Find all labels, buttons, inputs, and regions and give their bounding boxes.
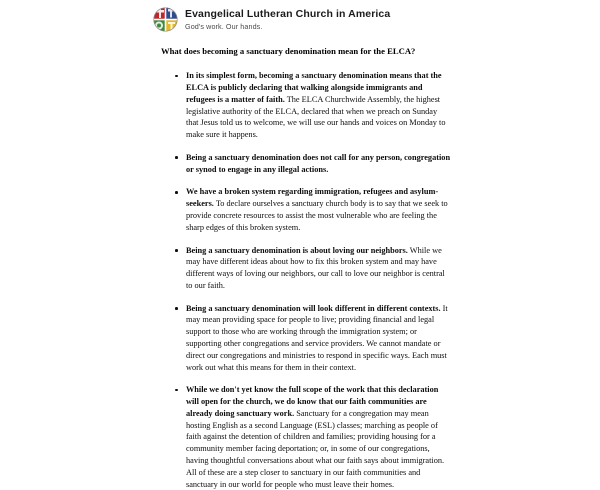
document-content: [161, 46, 451, 490]
list-item: [161, 152, 451, 176]
bullet-list: [161, 70, 451, 490]
organization-name: Evangelical Lutheran Church in America: [185, 8, 391, 21]
list-item: [161, 186, 451, 233]
page-title: What does becoming a sanctuary denomination mean for the ELCA?: [161, 46, 416, 56]
list-item: [161, 70, 451, 141]
list-item: [161, 303, 451, 374]
list-item-rest: To declare ourselves a sanctuary church body is to say that we seek to provide concrete resources to assist the most vulnerable who are feeling the sharp edges of this broken system.: [186, 199, 448, 232]
list-item-rest: While we may have different ideas about how to fix this broken system and may have different ways of loving our neighbors, our call to love our neighbor is central to our faith.: [186, 245, 445, 290]
bullet-disc-icon: [175, 75, 178, 78]
masthead: [153, 7, 390, 32]
bullet-disc-icon: [175, 307, 178, 310]
list-item: [161, 245, 451, 292]
list-item: [161, 384, 451, 490]
list-item-rest: The ELCA Churchwide Assembly, the highest legislative authority of the ELCA, declared that when we preach on Sunday that Jesus told us to welcome, we will use our hands and voices on Monday to make sure it happens.: [186, 94, 446, 140]
organization-tagline: God's work. Our hands.: [185, 21, 263, 31]
bullet-disc-icon: [175, 389, 178, 392]
bullet-disc-icon: [175, 191, 178, 194]
list-item-lead: We have a broken system regarding immigration, refugees and asylum-seekers.: [186, 187, 439, 209]
list-item-rest: It may mean providing space for people to live; providing financial and legal support to those who are working through the immigration system; or supporting other congregations and service providers. We cannot mandate or direct our congregations and ministries to respond in specific ways. Each must work out what this means for them in their context.: [186, 303, 448, 372]
list-item-lead: Being a sanctuary denomination is about loving our neighbors.: [186, 245, 408, 255]
bullet-disc-icon: [175, 156, 178, 159]
elca-cross-seal-icon: [153, 7, 178, 32]
list-item-rest: Sanctuary for a congregation may mean hosting English as a second Language (ESL) classes; marching as people of faith against the detention of children and families; providing housing for a community member facing deportation; or, in some of our congregations, having thoughtful conversations about what our faith says about immigration. All of these are a step closer to sanctuary in our faith communities and sanctuary in our world for people who must leave their homes.: [186, 408, 445, 489]
list-item-lead: Being a sanctuary denomination will look different in different contexts.: [186, 303, 441, 313]
wordmark: [185, 9, 390, 30]
list-item-lead: While we don't yet know the full scope of the work that this declaration will open for the church, we do know that our faith communities are already doing sanctuary work.: [186, 385, 439, 418]
bullet-disc-icon: [175, 249, 178, 252]
list-item-lead: In its simplest form, becoming a sanctuary denomination means that the ELCA is publicly declaring that walking alongside immigrants and refugees is a matter of faith.: [186, 71, 442, 104]
list-item-lead: Being a sanctuary denomination does not call for any person, congregation or synod to engage in any illegal actions.: [186, 152, 451, 174]
